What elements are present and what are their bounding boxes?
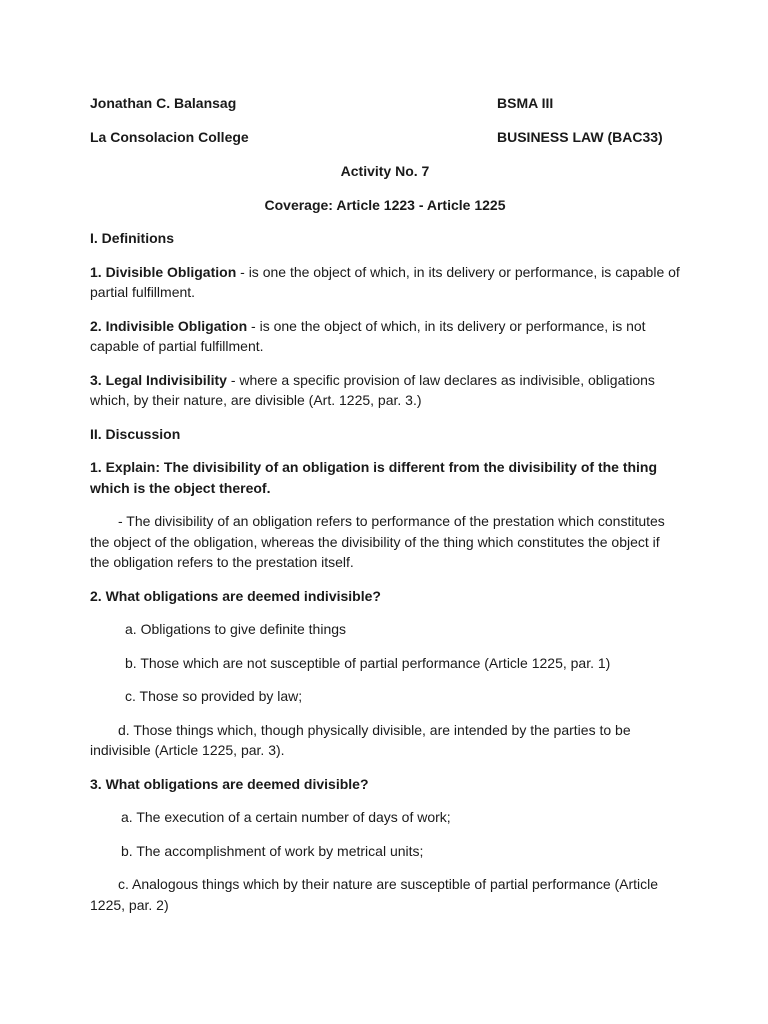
definition-item [90, 370, 680, 411]
definition-text: - is one the object of which, in its delivery or performance, is capable of partial fulfillment. [90, 263, 680, 300]
list-item: a. Obligations to give definite things [125, 621, 347, 637]
question-1: 1. Explain: The divisibility of an obligation is different from the divisibility of the thing which is the object thereof. [90, 459, 658, 496]
list-item: c. Those so provided by law; [125, 688, 303, 704]
question-2: 2. What obligations are deemed indivisible? [90, 587, 381, 604]
header-row-1 [90, 93, 680, 113]
list-item: d. Those things which, though physically divisible, are intended by the parties to be indivisible (Article 1225, par. 3). [90, 721, 631, 758]
definition-term: 1. Divisible Obligation [90, 263, 237, 280]
header-row-2 [90, 127, 680, 147]
answer-1: - The divisibility of an obligation refers to performance of the prestation which constitutes the object of the obligation, whereas the divisibility of the thing which constitutes the object if the obligation refers to the prestation itself. [90, 513, 665, 570]
question-3: 3. What obligations are deemed divisible? [90, 775, 369, 792]
document-page [90, 93, 680, 928]
definition-term: 3. Legal Indivisibility [90, 371, 227, 388]
definitions-heading: I. Definitions [90, 230, 174, 246]
activity-title: Activity No. 7 [340, 163, 430, 179]
definition-term: 2. Indivisible Obligation [90, 317, 248, 334]
school-name: La Consolacion College [90, 129, 249, 145]
discussion-heading: II. Discussion [90, 425, 181, 442]
list-item: c. Analogous things which by their nature are susceptible of partial performance (Article 1225, par. 2) [90, 876, 659, 913]
list-item: b. The accomplishment of work by metrical units; [121, 842, 424, 859]
subject-name: BUSINESS LAW (BAC33) [497, 129, 663, 145]
student-name: Jonathan C. Balansag [90, 95, 237, 111]
coverage-title: Coverage: Article 1223 - Article 1225 [264, 196, 506, 213]
definition-item [90, 316, 680, 357]
definition-text: - where a specific provision of law declares as indivisible, obligations which, by their nature, are divisible (Art. 1225, par. 3.) [90, 371, 655, 408]
list-item: b. Those which are not susceptible of partial performance (Article 1225, par. 1) [125, 654, 611, 671]
definition-item [90, 262, 680, 303]
list-item: a. The execution of a certain number of days of work; [121, 809, 451, 825]
student-course: BSMA III [497, 95, 554, 111]
definition-text: - is one the object of which, in its delivery or performance, is not capable of partial fulfillment. [90, 317, 646, 354]
